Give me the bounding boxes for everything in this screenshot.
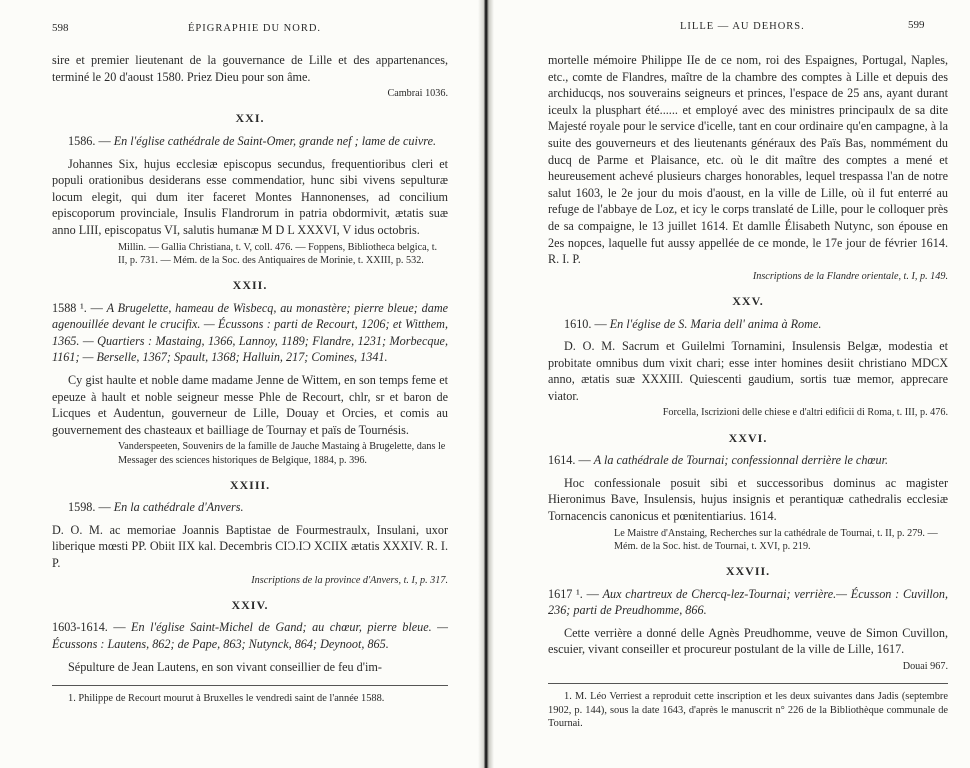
footnote: 1. Philippe de Recourt mourut à Bruxelles le vendredi saint de l'année 1588. <box>68 693 385 705</box>
right-column <box>548 52 948 731</box>
location-text: A Brugelette, hameau de Wisbecq, au monastère; pierre bleue; dame agenouillée devant le crucifix. — Écussons : parti de Recourt, 1206; et Witthem, 1365. — Quartiers : Mastaing, 1366, Lannoy, 1189; Flandre, 1231; Morbecque, 1161; — Berselle, 1367; Spault, 1368; Halluin, 217; Comines, 1341. <box>52 300 449 365</box>
footnote-rule <box>52 685 448 686</box>
location-text: En l'église cathédrale de Saint-Omer, grande nef ; lame de cuivre. <box>113 133 437 148</box>
footnote: 1. M. Léo Verriest a reproduit cette inscription et les deux suivantes dans Jadis (septembre 1902, p. 144), sous la date 1643, d'après le manuscrit n° 226 de la Bibliothèque communale de Tournai. <box>548 691 948 730</box>
section-number: XXVI. <box>728 430 768 445</box>
running-head-left: ÉPIGRAPHIE DU NORD. <box>188 23 322 34</box>
inscription-location <box>52 619 448 652</box>
inscription-text: D. O. M. ac memoriae Joannis Baptistae de Fourmestraulx, Insulani, uxor liberique mœsti PP. Obiit IIX kal. Decembris CIƆ.IƆ XCIIX ætatis XXXIV. R. I. P. <box>52 522 448 571</box>
source-citation: Forcella, Iscrizioni delle chiese e d'altri edificii di Roma, t. III, p. 476. <box>662 407 948 419</box>
left-page <box>0 0 478 768</box>
left-column <box>52 52 448 706</box>
footnote-rule <box>548 683 948 684</box>
inscription-text: Sépulture de Jean Lautens, en son vivant conseillier de feu d'im- <box>68 659 382 674</box>
source-citation: Le Maistre d'Anstaing, Recherches sur la cathédrale de Tournai, t. II, p. 279. — Mém. de la Soc. hist. de Tournai, t. XVI, p. 219. <box>614 527 938 552</box>
book-gutter <box>478 0 494 768</box>
section-number: XXVII. <box>725 564 771 579</box>
location-text: En l'église de S. Maria dell' anima à Rome. <box>609 316 822 331</box>
inscription-location <box>548 586 948 619</box>
inscription-location <box>52 499 448 516</box>
continuation-text: mortelle mémoire Philippe IIe de ce nom, roi des Espaignes, Portugal, Naples, etc., comte de Flandres, maître de la chambre des comptes à Lille et depuis des archiducqs, nos souverains seigneurs et princes, l'espace de 25 ans, ayant durant iceulx la plusphart été...... et employé avec des ministres principaulx de sa dite Majesté royale pour le service d'icelle, tant en cour ordinaire qu'en campagne, à la suite des gouverneurs et des lieutenants généraux des Païs Bas, nommément du ducq de Parme et Plaisance, etc. où le dit maître des comptes a mené et heureusement achevé plusieurs charges honorables, lequel trespassa l'an de notre salut 1603, le 2e jour du mois d'aoust, en la ville de Lille, où il fut enterré au refuge de l'abbaye de Loz, et icy le corps translaté de Lille, pour le colloquer près de sa compaigne, le 13 juillet 1614. Et damlle Élisabeth Nutync, son épouse en 2es nopces, laquelle fut aussy appellée de ce monde, le 17e jour de février 1614. R. I. P. <box>548 53 948 267</box>
page-number-left: 598 <box>52 22 69 34</box>
inscription-date: 1617 ¹. — <box>548 586 599 601</box>
location-text: En l'église Saint-Michel de Gand; au chœur, pierre bleue. — Écussons : Lautens, 862; de Pape, 863; Nutynck, 864; Deynoot, 865. <box>52 620 449 652</box>
inscription-text: Johannes Six, hujus ecclesiæ episcopus secundus, frequentioribus cleri et populi orationibus desiderans esse commendatior, hunc sibi vivens sepulturæ locum elegit, qui dum iter faceret Montes Hannonenses, ad concilium episcoporum provinciale, Insulis Flandrorum in patria obdormivit, ætatis suæ anno LIII, episcopatus VI, salutis humanæ M D L XXXVI, V idus octobris. <box>52 156 448 237</box>
inscription-text: Cette verrière a donné delle Agnès Preudhomme, veuve de Simon Cuvillon, escuier, vivant conseiller et procureur postulant de la ville de Lille, 1617. <box>548 625 948 657</box>
inscription-text: Cy gist haulte et noble dame madame Jenne de Wittem, en son temps feme et epeuze à hault et noble seigneur messe Phle de Recourt, chlr, sr et baron de Licques et Audentun, gouverneur de Lille, Douay et Orcies, et comis au gouvernement des chasteaux et bailliage de Tournay et païs de Tournésis. <box>52 372 448 437</box>
inscription-date: 1598. — <box>68 500 111 515</box>
inscription-text: D. O. M. Sacrum et Guilelmi Tornamini, Insulensis Belgæ, modestia et probitate omnibus dum vixit chari; esse inter homines desiit christiano MDCX anno, ætatis suæ XXXIII. Quiescenti gaudium, sortis tuæ memor, apprecare viator. <box>548 339 948 403</box>
inscription-location <box>548 452 948 469</box>
section-number: XXIII. <box>229 477 271 492</box>
inscription-date: 1610. — <box>564 316 607 331</box>
page-number-right: 599 <box>908 19 925 31</box>
inscription-date: 1603-1614. — <box>52 620 126 635</box>
inscription-location <box>52 300 448 366</box>
running-head-right: LILLE — AU DEHORS. <box>680 21 805 32</box>
continuation-text: sire et premier lieutenant de la gouvernance de Lille et des appartenances, terminé le 20 d'aoust 1580. Priez Dieu pour son âme. <box>52 53 448 84</box>
source-citation: Douai 967. <box>902 661 948 673</box>
right-page <box>494 0 970 768</box>
source-citation: Inscriptions de la province d'Anvers, t. I, p. 317. <box>251 574 448 586</box>
inscription-location <box>52 133 448 150</box>
location-text: Aux chartreux de Chercq-lez-Tournai; verrière.— Écusson : Cuvillon, 236; parti de Preudhomme, 866. <box>548 586 948 618</box>
inscription-date: 1588 ¹. — <box>52 300 103 315</box>
location-text: En la cathédrale d'Anvers. <box>113 500 244 515</box>
section-number: XXII. <box>232 277 268 292</box>
section-number: XXV. <box>732 293 764 308</box>
section-number: XXIV. <box>231 597 269 612</box>
inscription-location <box>548 316 948 333</box>
source-citation: Millin. — Gallia Christiana, t. V, coll. 476. — Foppens, Bibliotheca belgica, t. II, p. 731. — Mém. de la Soc. des Antiquaires de Morinie, t. XXIII, p. 532. <box>118 241 438 266</box>
section-number: XXI. <box>235 111 265 126</box>
location-text: A la cathédrale de Tournai; confessionnal derrière le chœur. <box>593 453 889 468</box>
inscription-date: 1586. — <box>68 133 111 148</box>
source-citation: Vanderspeeten, Souvenirs de la famille de Jauche Mastaing à Brugelette, dans le Messager des sciences historiques de Belgique, 1884, p. 396. <box>118 441 446 466</box>
source-citation: Cambrai 1036. <box>387 88 448 100</box>
inscription-text: Hoc confessionale posuit sibi et successoribus dominus ac magister Hieronimus Bave, Insulensis, hujus insignis et perantiquæ cathedralis ecclesiæ Tornacencis canonicus et pœnitentiarius. 1614. <box>548 475 948 524</box>
source-citation: Inscriptions de la Flandre orientale, t. I, p. 149. <box>752 270 948 282</box>
inscription-date: 1614. — <box>548 453 591 468</box>
